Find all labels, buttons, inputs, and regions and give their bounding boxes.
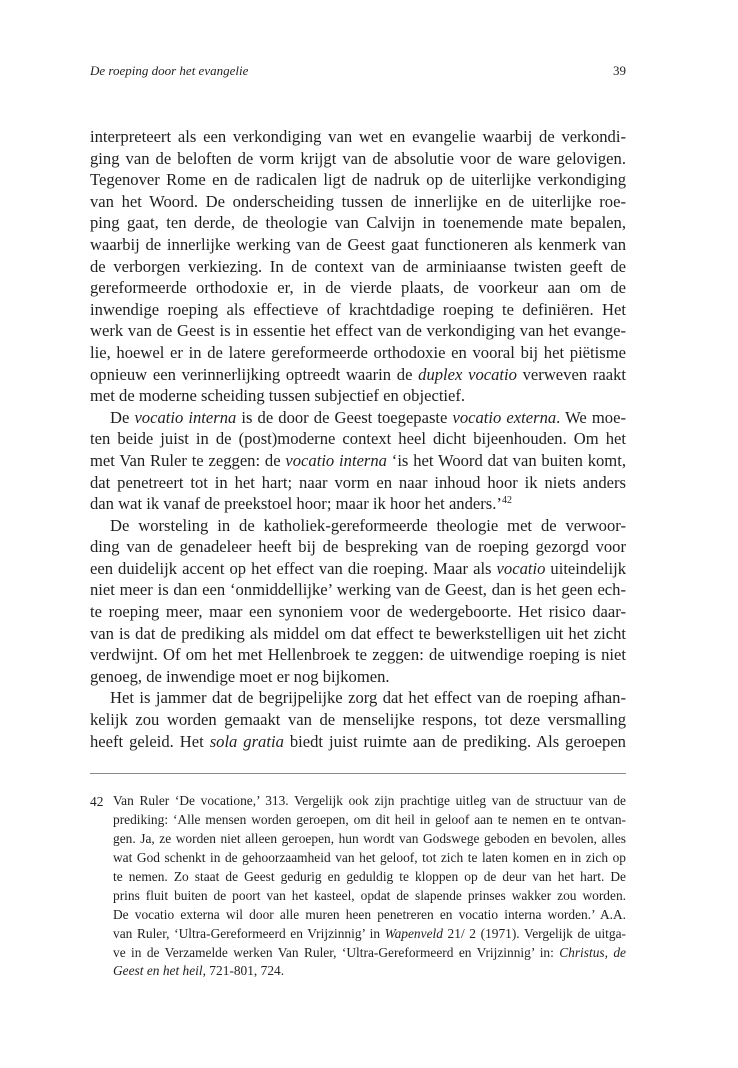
text-line: niet meer is dan een ‘onmiddellijke’ werking van de Geest, dan is het geen ech- <box>90 580 626 600</box>
text-line: van het Woord. De onderscheiding tussen de innerlijke en de uiterlijke roe- <box>90 191 626 211</box>
footnote-reference[interactable]: 42 <box>501 495 512 507</box>
footnote-divider <box>90 773 626 774</box>
text-line <box>90 493 626 515</box>
text-line: waarbij de innerlijke werking van de Geest gaat functioneren als kenmerk van <box>90 234 626 254</box>
text-line: dat penetreert tot in het hart; naar vorm en naar inhoud hoor ik niets anders <box>90 472 626 492</box>
text-run: dan wat ik vanaf de preekstoel hoor; maar ik hoor het anders.’ <box>90 494 502 514</box>
italic-term: sola gratia <box>209 731 284 751</box>
text-run: De <box>110 407 135 427</box>
footnote-line <box>113 944 626 963</box>
running-title: De roeping door het evangelie <box>90 63 249 78</box>
text-line: de verborgen verkiezing. In de context van de arminiaanse twisten geeft de <box>90 256 626 276</box>
text-line: kelijk zou worden gemaakt van de menselijke respons, tot deze versmalling <box>90 710 626 730</box>
footnote-number: 42 <box>90 794 104 809</box>
text-line: Het is jammer dat de begrijpelijke zorg dat het effect van de roeping afhan- <box>110 688 626 708</box>
text-line: ping gaat, ten derde, de theologie van Calvijn in toenemende mate bepalen, <box>90 213 626 233</box>
text-line <box>90 731 626 753</box>
text-line: genoeg, de inwendige moet er nog bijkomen. <box>90 666 390 686</box>
text-line: ding van de genadeleer heeft bij de bespreking van de roeping gezorgd voor <box>90 537 626 557</box>
text-line <box>90 364 626 386</box>
text-line: ten beide juist in de (post)moderne context heel dicht bijeenhouden. Om het <box>90 429 626 449</box>
footnote-line: Van Ruler ‘De vocatione,’ 313. Vergelijk ook zijn prachtige uitleg van de structuur van de <box>113 793 626 808</box>
italic-title: Wapenveld <box>384 925 443 941</box>
text-line: De worsteling in de katholiek-gereformeerde theologie met de verwoor- <box>110 515 626 535</box>
text-line: ging van de beloften de vorm krijgt van de absolutie voor de ware gelovigen. <box>90 148 626 168</box>
italic-term: vocatio interna <box>134 407 237 427</box>
text-run: ve in de Verzamelde werken Van Ruler, ‘Ultra-Gereformeerd en Vrijzinnig’ in: <box>113 944 560 960</box>
footnote-line: gen. Ja, ze worden niet alleen geroepen, hun wordt van Godswege geboden en bevolen, alles <box>113 830 626 846</box>
text-line <box>90 450 626 472</box>
text-line: van is dat de prediking als middel om dat effect te bewerkstelligen uit het zicht <box>90 623 626 643</box>
footnote-line: te nemen. Zo staat de Geest gedurig en geduldig te kloppen op de deur van het hart. De <box>113 868 626 884</box>
footnote-line: prediking: ‘Alle mensen worden geroepen, om dit heil in geloof aan te nemen en te ontvan- <box>113 811 626 827</box>
italic-term: vocatio <box>496 558 546 578</box>
italic-term: duplex vocatio <box>418 364 517 384</box>
text-run: verweven raakt <box>516 364 626 384</box>
text-run: 21/ 2 (1971). Vergelijk de uitga- <box>442 925 626 941</box>
text-line: interpreteert als een verkondiging van wet en evangelie waarbij de verkondi- <box>90 127 626 146</box>
italic-term: vocatio interna <box>285 450 387 470</box>
text-run: , 721-801, 724. <box>202 963 285 979</box>
italic-title: Geest en het heil <box>113 963 203 979</box>
footnote-line <box>113 962 626 981</box>
text-line: inwendige roeping als effectieve of krachtdadige roeping te definiëren. Het <box>90 299 626 319</box>
text-run: heeft geleid. Het <box>90 731 210 751</box>
text-line <box>90 407 626 429</box>
text-run: opnieuw een verinnerlijking optreedt waarin de <box>90 364 419 384</box>
text-run: een duidelijk accent op het effect van die roeping. Maar als <box>90 558 497 578</box>
text-run: uiteindelijk <box>545 558 626 578</box>
text-run: biedt juist ruimte aan de prediking. Als geroepen <box>283 731 626 751</box>
footnote-line: prins fluit buiten de poort van het kasteel, opdat de slapende prinses wakker zou worden. <box>113 887 626 903</box>
text-run: . We moe- <box>556 407 626 427</box>
text-run: van Ruler, ‘Ultra-Gereformeerd en Vrijzinnig’ in <box>113 925 385 941</box>
text-line: gereformeerde orthodoxie er, in de vierde plaats, de voorkeur aan om de <box>90 278 626 298</box>
footnote-42 <box>90 792 626 981</box>
page-number: 39 <box>613 63 626 78</box>
text-line: lie, hoewel er in de latere gereformeerde orthodoxie en vooral bij het piëtisme <box>90 342 626 362</box>
page-header <box>90 63 626 83</box>
italic-title: Christus, de <box>559 944 626 960</box>
text-run: is de door de Geest toegepaste <box>236 407 453 427</box>
footnote-line <box>113 925 626 944</box>
text-run: ‘is het Woord dat van buiten komt, <box>386 450 626 470</box>
text-line: te roeping meer, maar een synoniem voor de wedergeboorte. Het risico daar- <box>90 602 626 622</box>
text-line: werk van de Geest is in essentie het effect van de verkondiging van het evange- <box>90 321 626 341</box>
text-run: met Van Ruler te zeggen: de <box>90 450 286 470</box>
text-line: verdwijnt. Of om het met Hellenbroek te zeggen: de uitwendige roeping is niet <box>90 645 626 665</box>
footnote-line: wat God schenkt in de gehoorzaamheid van het geloof, tot zich te laten komen en in zich op <box>113 849 626 865</box>
text-line: met de moderne scheiding tussen subjectief en objectief. <box>90 386 466 406</box>
body-text <box>90 126 626 752</box>
text-line <box>90 558 626 580</box>
text-line: Tegenover Rome en de radicalen ligt de nadruk op de uiterlijke verkondiging <box>90 170 626 190</box>
footnote-line: De vocatio externa wil door alle muren heen penetreren en vocatio interna worden.’ A.A. <box>113 906 626 922</box>
italic-term: vocatio externa <box>452 407 557 427</box>
